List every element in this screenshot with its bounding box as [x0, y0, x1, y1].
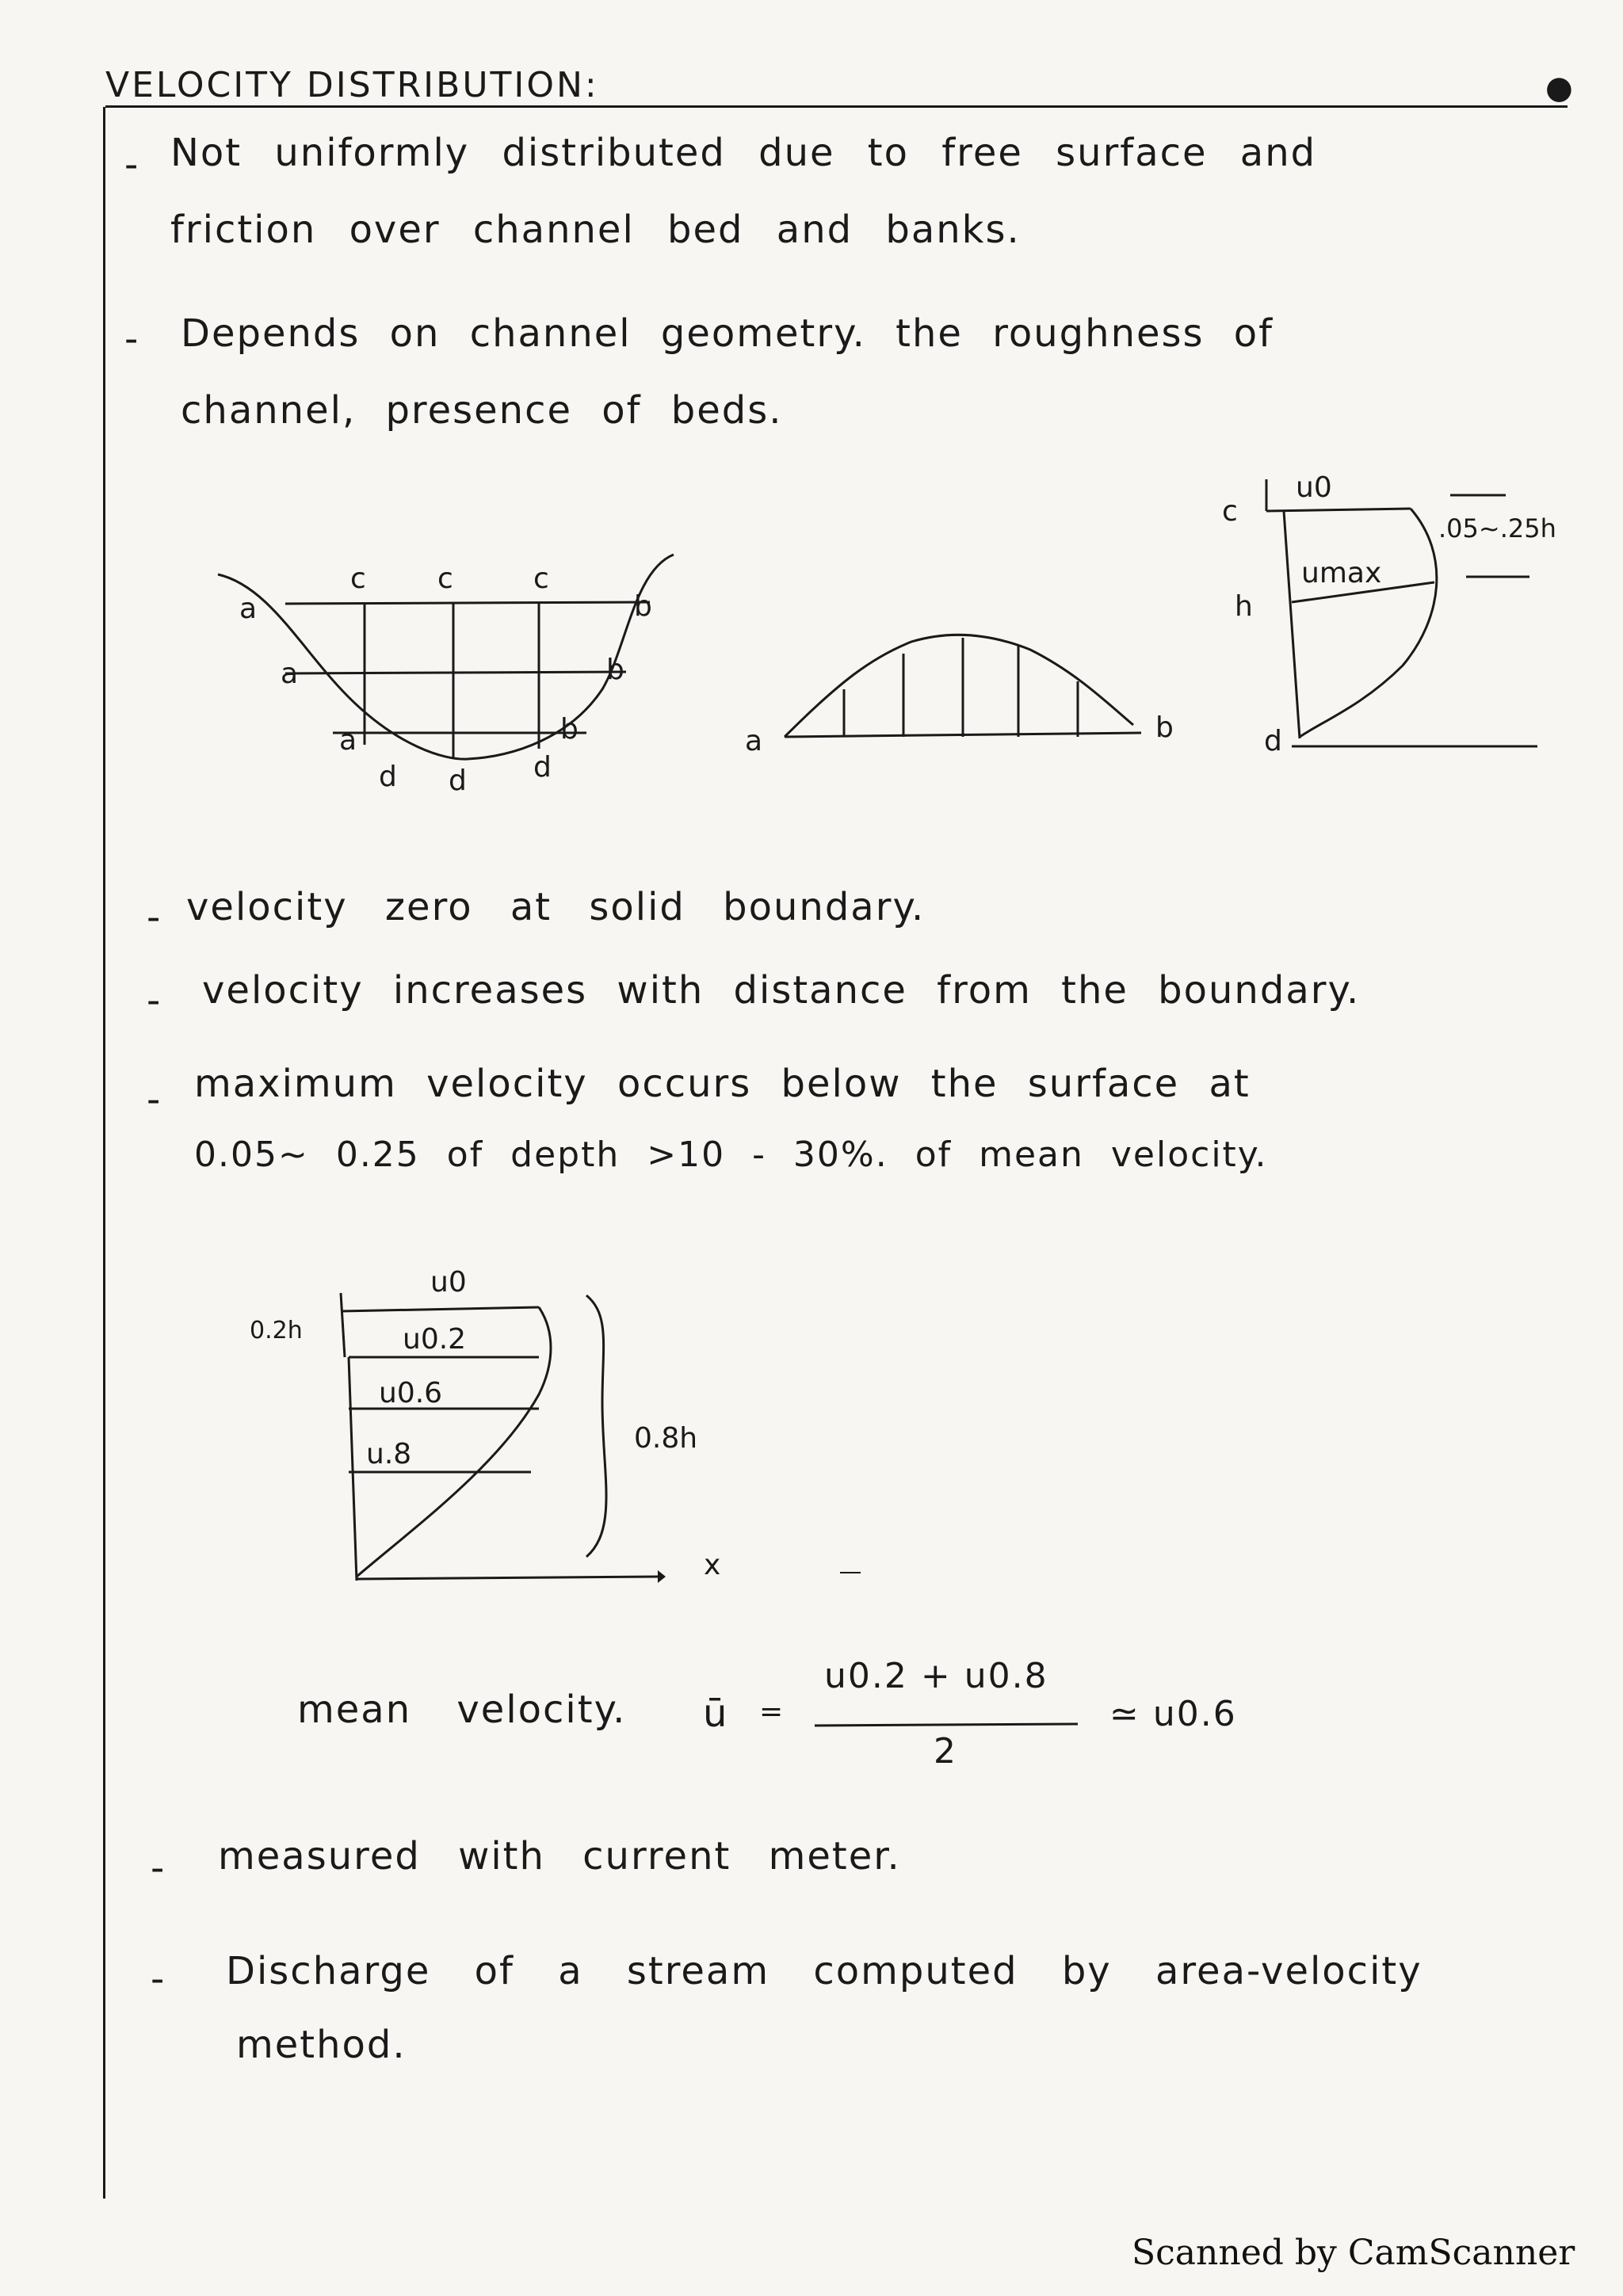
diag2-label-b: b: [1155, 711, 1174, 744]
diag1-label-c1: c: [350, 563, 366, 595]
bullet-1-line2: friction over channel bed and banks.: [170, 208, 1021, 252]
diag4-label-u0: u0: [430, 1266, 467, 1299]
mean-velocity-symbol: ū: [703, 1691, 729, 1736]
bullet-1-line1: Not uniformly distributed due to free surface and: [170, 131, 1317, 175]
diag4-label-08h: 0.8h: [634, 1422, 698, 1455]
mean-velocity-label: mean velocity.: [297, 1688, 627, 1732]
equation-denominator: 2: [934, 1731, 957, 1772]
bullet-5-line2: 0.05~ 0.25 of depth >10 - 30%. of mean velocity.: [194, 1135, 1268, 1175]
diag3-label-h: h: [1235, 590, 1253, 623]
bullet-dash: -: [151, 1846, 165, 1890]
diag4-label-u02: u0.2: [403, 1323, 467, 1356]
diag3-label-umax: umax: [1301, 557, 1382, 589]
bullet-2-line2: channel, presence of beds.: [181, 388, 783, 433]
bullet-dash: -: [124, 317, 139, 361]
diag1-label-b-top: b: [634, 590, 652, 623]
bullet-7-line2: method.: [236, 2023, 407, 2067]
page-heading: VELOCITY DISTRIBUTION:: [105, 65, 599, 105]
diag1-label-d1: d: [379, 761, 397, 793]
corner-mark: ●: [1545, 70, 1573, 106]
diag1-label-a-mid: a: [281, 658, 299, 690]
bullet-3: velocity zero at solid boundary.: [186, 885, 926, 929]
bullet-5-line1: maximum velocity occurs below the surface at: [194, 1062, 1251, 1106]
diag3-label-d: d: [1264, 725, 1282, 757]
diag1-label-b-bot: b: [560, 713, 579, 746]
equation-approx: ≃ u0.6: [1109, 1694, 1237, 1734]
bullet-6: measured with current meter.: [218, 1834, 901, 1878]
diag3-label-u0: u0: [1296, 471, 1332, 504]
bullet-dash: -: [147, 1077, 161, 1122]
equals-sign: =: [759, 1695, 785, 1728]
diag4-label-u06: u0.6: [379, 1377, 443, 1409]
diag4-label-u8: u.8: [366, 1438, 412, 1470]
bullet-2-line1: Depends on channel geometry. the roughness of: [181, 311, 1274, 356]
bullet-dash: -: [147, 978, 161, 1023]
bullet-4: velocity increases with distance from the boundary.: [202, 968, 1361, 1013]
diag2-label-a: a: [745, 725, 763, 757]
diag1-label-a-bot: a: [339, 724, 357, 757]
bullet-7-line1: Discharge of a stream computed by area-velocity: [226, 1949, 1423, 1993]
diag4-label-02h: 0.2h: [250, 1317, 303, 1344]
diag1-label-b-mid: b: [606, 654, 624, 686]
diag4-label-x: x: [704, 1549, 721, 1581]
bullet-dash: -: [147, 895, 161, 940]
diag1-label-d2: d: [449, 765, 467, 797]
bullet-dash: -: [124, 143, 139, 187]
equation-numerator: u0.2 + u0.8: [824, 1656, 1048, 1696]
diag3-label-c: c: [1222, 495, 1238, 528]
diag1-label-a-top: a: [239, 593, 258, 625]
scanner-watermark: Scanned by CamScanner: [1132, 2233, 1575, 2273]
diag3-label-range: .05~.25h: [1438, 513, 1556, 543]
bullet-dash: -: [151, 1957, 165, 2001]
diag1-label-c2: c: [437, 563, 453, 595]
diag1-label-c3: c: [533, 563, 549, 595]
diag1-label-d3: d: [533, 751, 552, 784]
